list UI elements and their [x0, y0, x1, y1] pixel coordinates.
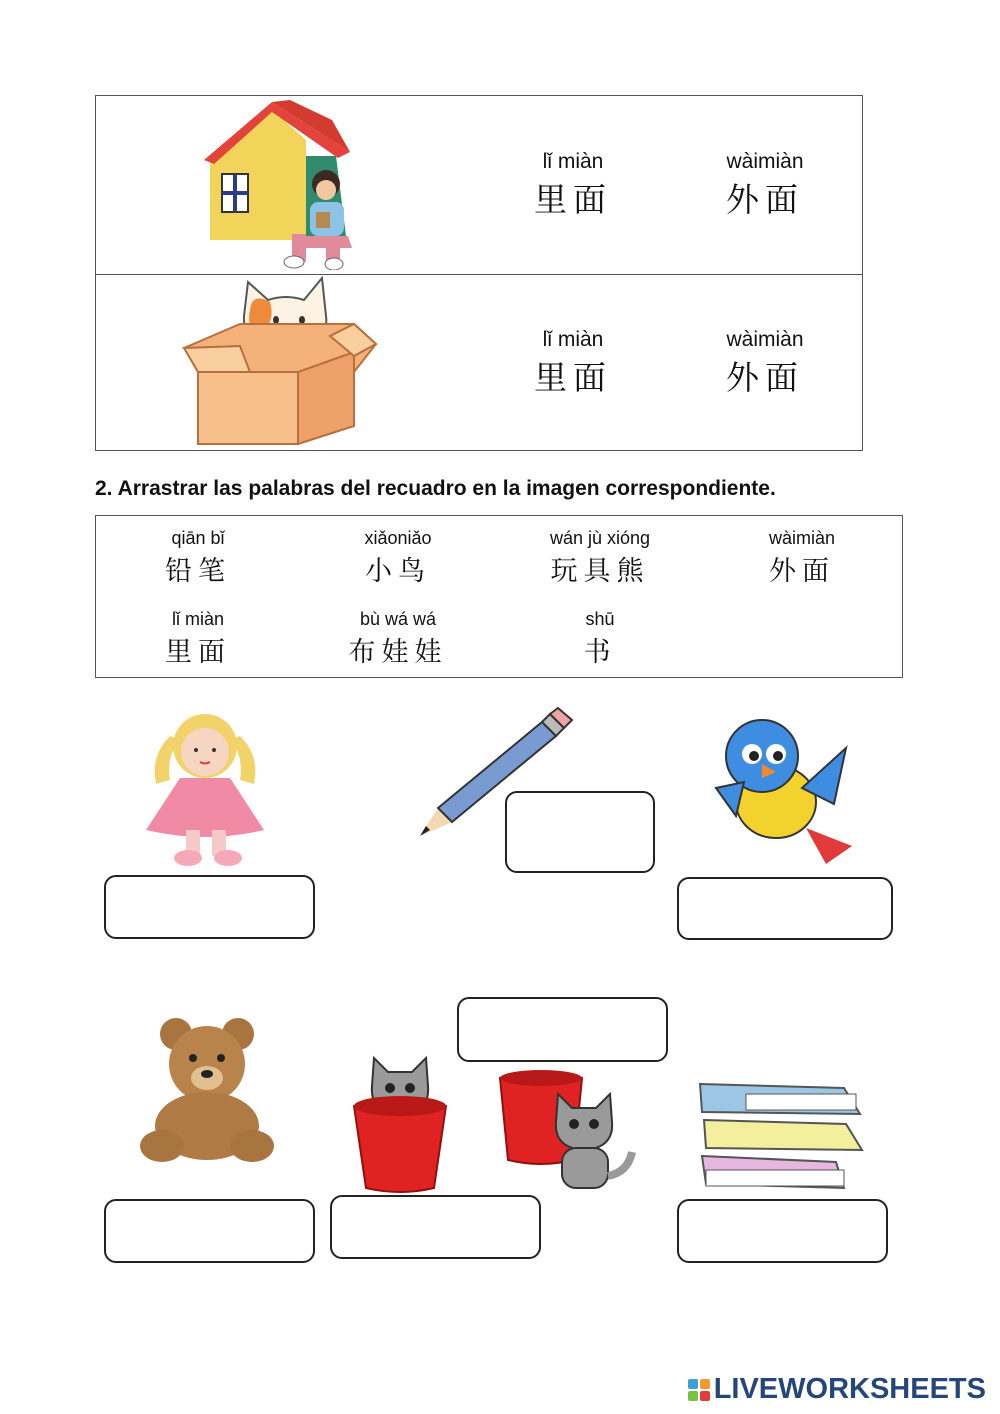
word-wanjuxiong[interactable] — [520, 528, 680, 588]
books-image — [696, 1080, 866, 1196]
word-qianbi[interactable] — [128, 528, 268, 588]
hanzi-label: 里面 — [534, 358, 612, 397]
word-pinyin: lǐ miàn — [171, 609, 224, 629]
word-buwawa[interactable] — [328, 609, 468, 669]
answer-box-inside[interactable] — [330, 1195, 541, 1259]
teddy-bear-image — [138, 1014, 276, 1166]
cat-outside-bucket-image — [496, 1068, 636, 1198]
word-hanzi: 小鸟 — [365, 556, 431, 587]
word-hanzi: 玩具熊 — [550, 556, 650, 587]
word-limian[interactable] — [128, 609, 268, 669]
brand-name: LIVEWORKSHEETS — [713, 1373, 986, 1405]
exercise-2-heading: 2. Arrastrar las palabras del recuadro en la imagen correspondiente. — [95, 477, 776, 500]
word-waimian[interactable] — [732, 528, 872, 588]
word-hanzi: 铅笔 — [165, 556, 231, 587]
word-hanzi: 外面 — [769, 556, 835, 587]
word-pinyin: wán jù xióng — [549, 528, 651, 548]
word-hanzi: 书 — [583, 637, 617, 668]
pinyin-label: wàimiàn — [726, 328, 804, 351]
bird-image — [706, 708, 858, 868]
table-divider — [95, 274, 863, 275]
word-shu[interactable] — [530, 609, 670, 669]
word-xiaoniao[interactable] — [328, 528, 468, 588]
option-outside-row2[interactable] — [695, 328, 835, 399]
option-inside-row1[interactable] — [503, 150, 643, 221]
pinyin-label: lǐ miàn — [542, 150, 604, 173]
answer-box-books[interactable] — [677, 1199, 888, 1263]
hanzi-label: 外面 — [726, 180, 804, 219]
logo-mark-icon — [688, 1379, 710, 1401]
answer-box-teddy-bear[interactable] — [104, 1199, 315, 1263]
answer-box-outside[interactable] — [457, 997, 668, 1062]
hanzi-label: 里面 — [534, 180, 612, 219]
cat-in-box-illustration — [180, 276, 380, 448]
word-pinyin: xiǎoniǎo — [364, 528, 432, 548]
word-pinyin: qiān bǐ — [171, 528, 225, 548]
word-pinyin: bù wá wá — [359, 609, 437, 629]
answer-box-doll[interactable] — [104, 875, 315, 939]
word-hanzi: 布娃娃 — [348, 637, 448, 668]
pinyin-label: lǐ miàn — [542, 328, 604, 351]
word-pinyin: shū — [585, 609, 615, 629]
word-hanzi: 里面 — [165, 637, 231, 668]
word-pinyin: wàimiàn — [768, 528, 836, 548]
house-girl-illustration — [200, 98, 360, 270]
liveworksheets-logo — [688, 1373, 986, 1406]
hanzi-label: 外面 — [726, 358, 804, 397]
answer-box-bird[interactable] — [677, 877, 893, 940]
doll-image — [140, 706, 270, 872]
option-outside-row1[interactable] — [695, 150, 835, 221]
option-inside-row2[interactable] — [503, 328, 643, 399]
cat-in-bucket-image — [350, 1054, 450, 1194]
answer-box-pencil[interactable] — [505, 791, 655, 873]
pinyin-label: wàimiàn — [726, 150, 804, 173]
